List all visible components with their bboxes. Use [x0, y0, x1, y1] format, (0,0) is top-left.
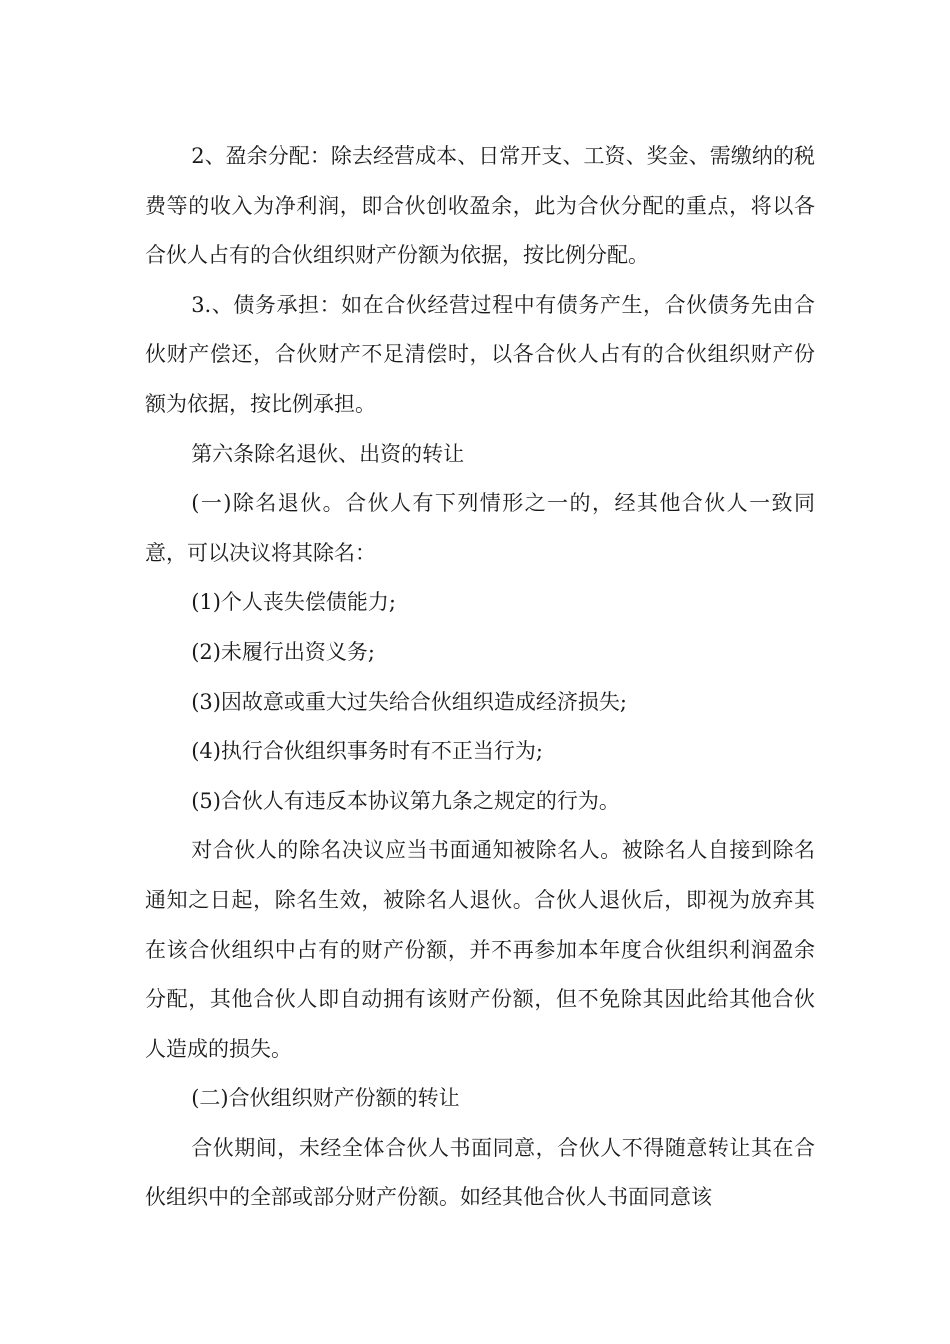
paragraph-transfer: 合伙期间，未经全体合伙人书面同意，合伙人不得随意转让其在合伙组织中的全部或部分财产份额。如经其他合伙人书面同意该 — [145, 1135, 815, 1210]
document-body — [145, 132, 815, 1223]
section-two-heading: (二)合伙组织财产份额的转让 — [191, 1086, 460, 1111]
list-item-1: (1)个人丧失偿债能力; — [191, 590, 397, 615]
paragraph-expulsion: (一)除名退伙。合伙人有下列情形之一的，经其他合伙人一致同意，可以决议将其除名： — [145, 491, 815, 565]
paragraph-debt-liability: 3.、债务承担：如在合伙经营过程中有债务产生，合伙债务先由合伙财产偿还，合伙财产不足清偿时，以各合伙人占有的合伙组织财产份额为依据，按比例承担。 — [145, 292, 815, 416]
list-item-2: (2)未履行出资义务; — [191, 639, 376, 664]
paragraph-expulsion-notice: 对合伙人的除名决议应当书面通知被除名人。被除名人自接到除名通知之日起，除名生效，被除名人退伙。合伙人退伙后，即视为放弃其在该合伙组织中占有的财产份额，并不再参加本年度合伙组织利润盈余分配，其他合伙人即自动拥有该财产份额，但不免除其因此给其他合伙人造成的损失。 — [145, 838, 815, 1061]
list-item-5: (5)合伙人有违反本协议第九条之规定的行为。 — [191, 788, 620, 813]
article-six-heading: 第六条除名退伙、出资的转让 — [191, 441, 465, 466]
paragraph-profit-distribution: 2、盈余分配：除去经营成本、日常开支、工资、奖金、需缴纳的税费等的收入为净利润，即合伙创收盈余，此为合伙分配的重点，将以各合伙人占有的合伙组织财产份额为依据，按比例分配。 — [145, 144, 815, 268]
list-item-3: (3)因故意或重大过失给合伙组织造成经济损失; — [191, 689, 628, 714]
list-item-4: (4)执行合伙组织事务时有不正当行为; — [191, 739, 544, 764]
